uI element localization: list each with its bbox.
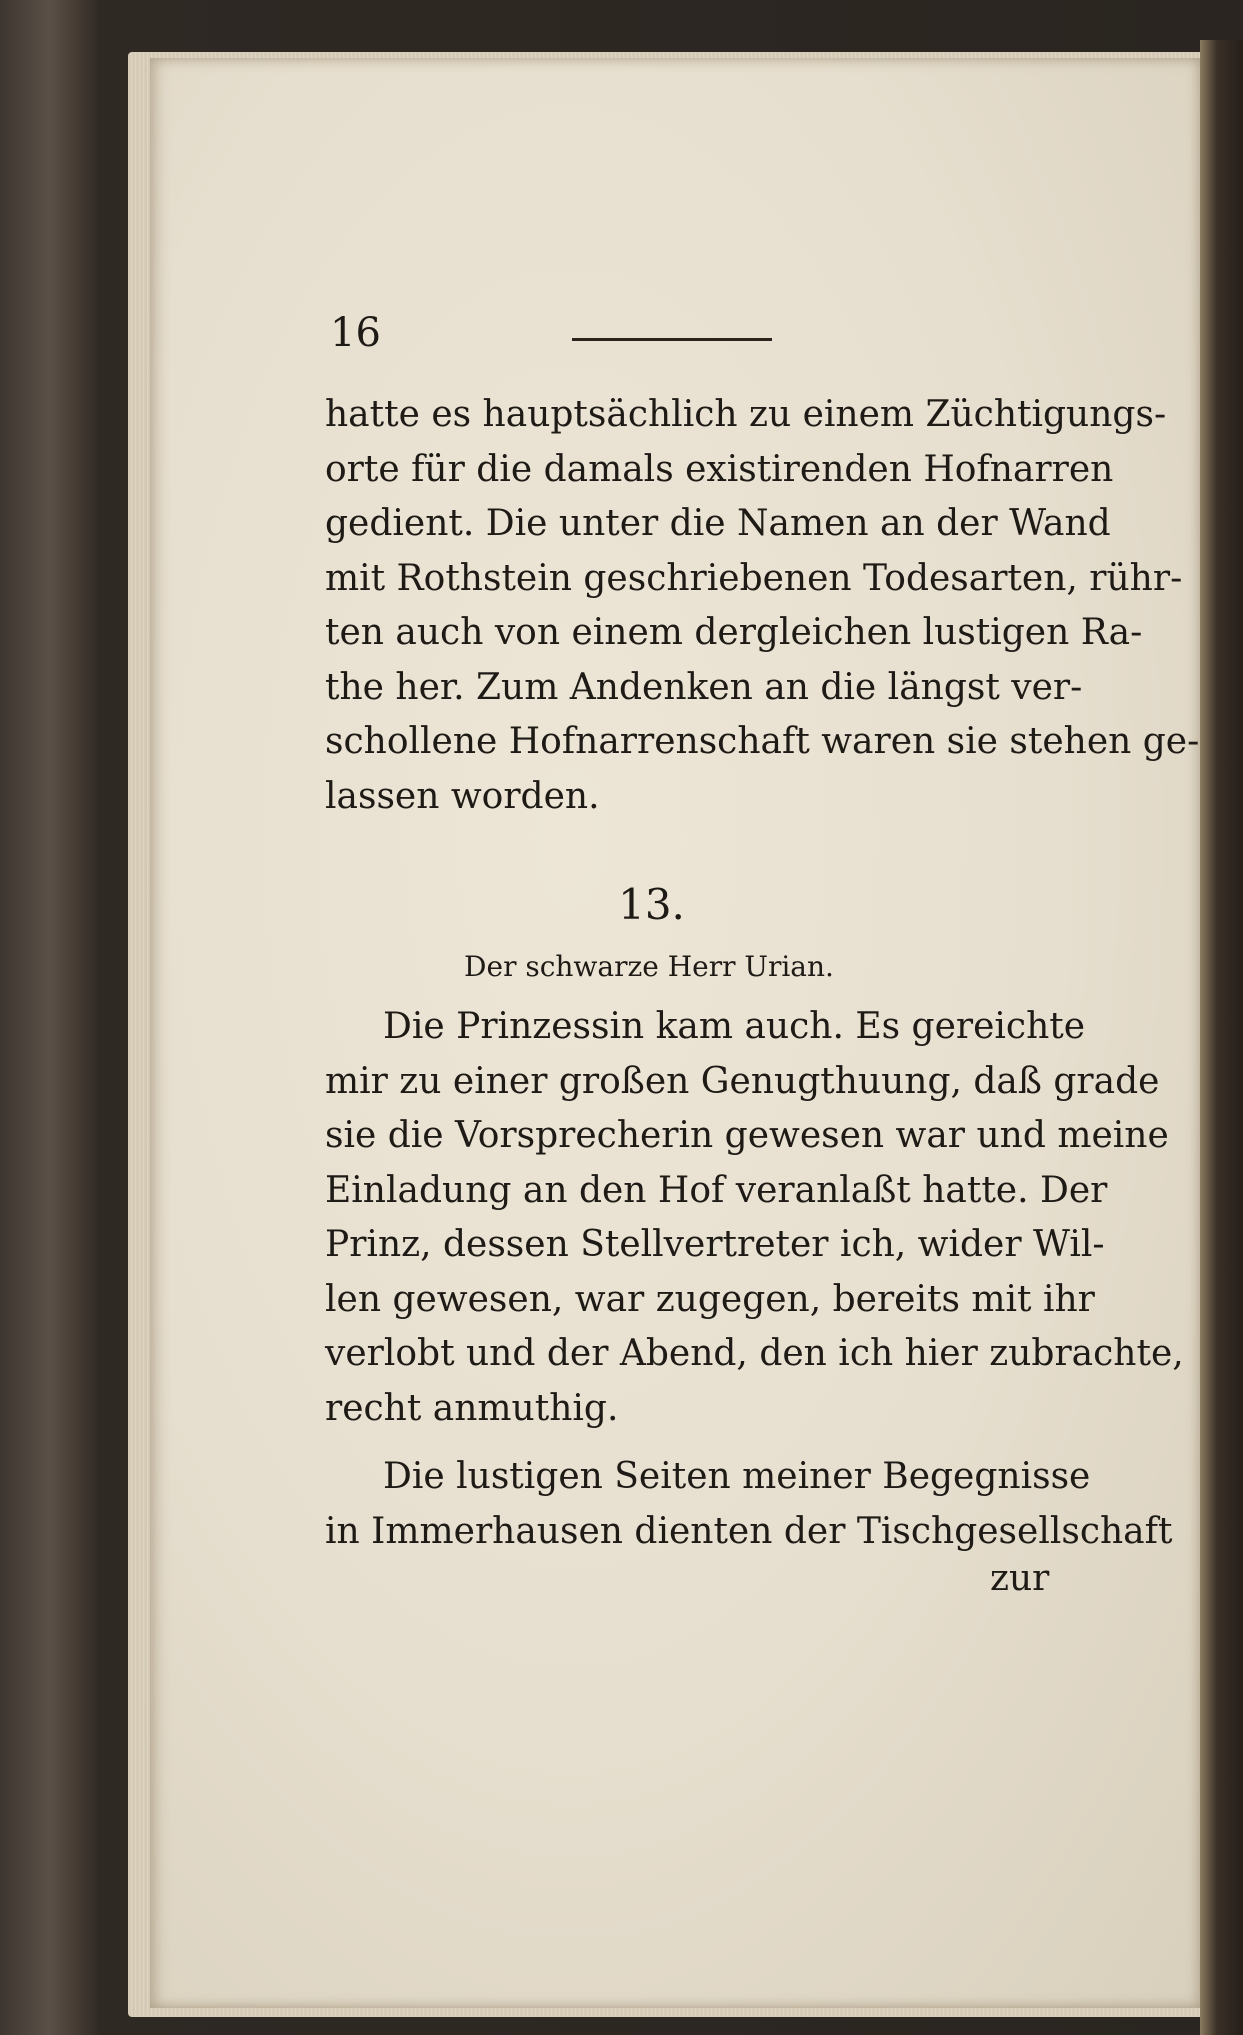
text-line: schollene Hofnarrenschaft waren sie stehen ge-: [325, 721, 1200, 762]
text-line: in Immerhausen dienten der Tischgesellschaft: [325, 1510, 1173, 1552]
text-line: Einladung an den Hof veranlaßt hatte. Der: [325, 1169, 1108, 1211]
paragraph-3: [325, 1450, 1173, 1559]
text-line: sie die Vorsprecherin gewesen war und meine: [325, 1115, 1169, 1156]
header-rule: [572, 338, 772, 341]
text-line: mit Rothstein geschriebenen Todesarten, rühr-: [325, 557, 1183, 599]
section-title: Der schwarze Herr Urian.: [464, 950, 834, 983]
text-line: ten auch von einem dergleichen lustigen Ra-: [325, 612, 1143, 653]
text-line: recht anmuthig.: [325, 1387, 619, 1429]
text-line: the her. Zum Andenken an die längst ver-: [325, 666, 1083, 708]
catchword: zur: [990, 1558, 1050, 1599]
text-line: lassen worden.: [325, 775, 600, 817]
section-number: 13.: [618, 880, 685, 929]
paragraph-1: [325, 388, 1200, 824]
text-line: Die lustigen Seiten meiner Begegnisse: [383, 1456, 1091, 1497]
page-number: 16: [330, 310, 381, 356]
text-line: hatte es hauptsächlich zu einem Züchtigungs-: [325, 394, 1167, 435]
text-line: mir zu einer großen Genugthuung, daß grade: [325, 1060, 1160, 1102]
text-line: orte für die damals existirenden Hofnarren: [325, 448, 1114, 490]
paragraph-2: [325, 1000, 1184, 1436]
text-line: verlobt und der Abend, den ich hier zubrachte,: [325, 1333, 1184, 1374]
right-cover-edge: [1200, 40, 1243, 2035]
text-line: gedient. Die unter die Namen an der Wand: [325, 503, 1111, 544]
text-line: Die Prinzessin kam auch. Es gereichte: [383, 1006, 1086, 1047]
text-line: len gewesen, war zugegen, bereits mit ihr: [325, 1278, 1095, 1320]
text-line: Prinz, dessen Stellvertreter ich, wider Wil-: [325, 1224, 1105, 1265]
